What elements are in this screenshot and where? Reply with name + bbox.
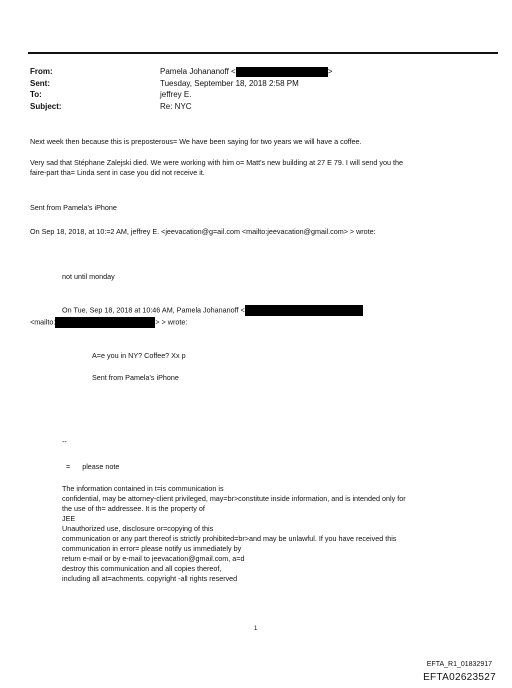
quote-mailto: <mailto: <box>30 317 56 327</box>
disclaimer-line: Unauthorized use, disclosure or=copying of this <box>62 524 214 533</box>
signature-1: Sent from Pamela's iPhone <box>30 203 117 212</box>
disclaimer-line: including all at=achments. copyright -all rights reserved <box>62 574 238 583</box>
sent-value: Tuesday, September 18, 2018 2:58 PM <box>160 78 299 88</box>
body-paragraph-2-line-1: Very sad that Stéphane Zalejski died. We were working with him o= Matt's new building at 27 E 79. I will send you the <box>30 158 403 167</box>
separator-dashes: -- <box>62 437 67 446</box>
quote-header-2-end: > > wrote: <box>155 317 188 327</box>
header-rule <box>28 52 498 54</box>
to-label: To: <box>30 90 42 99</box>
body-paragraph-2-line-2: faire-part tha= Linda sent in case you did not receive it. <box>30 168 205 177</box>
reply-text: not until monday <box>62 272 115 281</box>
disclaimer-line: JEE <box>62 514 76 523</box>
bullet-mark: = <box>66 462 71 471</box>
disclaimer-line: communication in error= please notify us immediately by <box>62 544 242 553</box>
sent-label: Sent: <box>30 78 50 88</box>
page-number: 1 <box>254 626 258 632</box>
disclaimer-line: confidential, may be attorney-client privileged, may=br>constitute inside information, and is intended only for <box>62 494 406 503</box>
redaction-box <box>245 305 363 316</box>
to-value: jeffrey E. <box>160 90 192 99</box>
from-name: Pamela Johananoff < <box>160 67 236 76</box>
quote-header-2-line-2 <box>30 317 187 328</box>
from-tail: > <box>327 67 333 76</box>
subject-value: Re: NYC <box>160 101 192 111</box>
disclaimer-line: return e-mail or by e-mail to jeevacation@gmail.com, a=d <box>62 554 245 563</box>
footer-code-2: EFTA02623527 <box>423 672 496 683</box>
redaction-box <box>236 67 328 77</box>
disclaimer-line: The information contained in t=is communication is <box>62 484 224 493</box>
subject-label: Subject: <box>30 101 62 111</box>
from-value <box>160 66 332 78</box>
quote-header-2 <box>62 305 363 316</box>
from-label: From: <box>30 67 53 76</box>
quoted-message: A=e you in NY? Coffee? Xx p <box>92 351 186 360</box>
quote-header-1: On Sep 18, 2018, at 10:=2 AM, jeffrey E. <jeevacation@g=ail.com <mailto:jeevacation@gmail.com> > wrote: <box>30 227 376 236</box>
disclaimer-line: communication or any part thereof is strictly prohibited=br>and may be unlawful. If you have received this <box>62 534 397 543</box>
disclaimer-line: destroy this communication and all copies thereof, <box>62 564 222 573</box>
footer-code-1: EFTA_R1_01832917 <box>426 661 492 668</box>
disclaimer-block <box>62 484 406 584</box>
redaction-box <box>55 317 155 328</box>
please-note-line <box>66 462 119 472</box>
disclaimer-line: the use of th= addressee. It is the property of <box>62 504 205 513</box>
please-note-text: please note <box>82 462 120 471</box>
signature-2: Sent from Pamela's iPhone <box>92 373 179 382</box>
body-paragraph-1: Next week then because this is preposterous= We have been saying for two years we will have a coffee. <box>30 137 362 146</box>
quote-header-2-start: On Tue, Sep 18, 2018 at 10:46 AM, Pamela Johananoff < <box>62 305 245 315</box>
